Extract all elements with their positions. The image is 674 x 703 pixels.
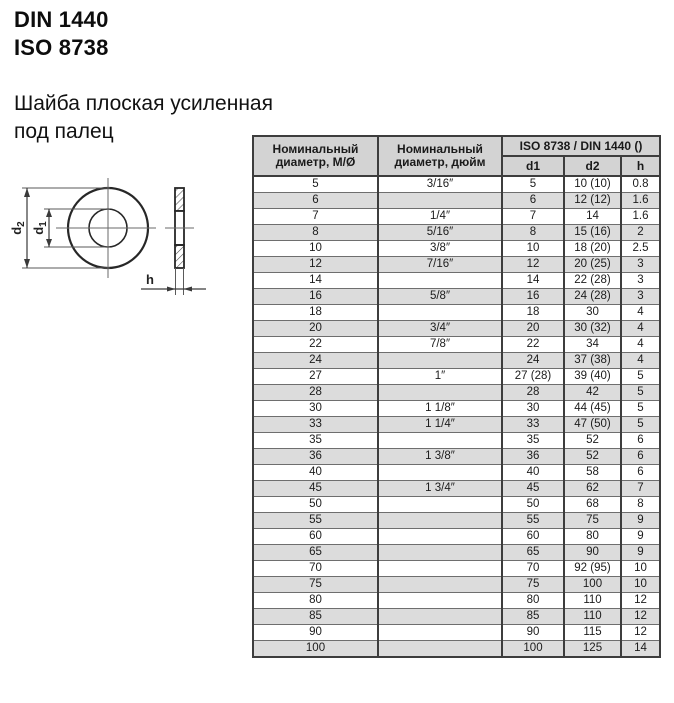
cell-nominal-inch	[378, 353, 502, 369]
table-row	[253, 289, 660, 305]
table-row	[253, 609, 660, 625]
cell-nominal-metric: 55	[253, 513, 378, 529]
table-row	[253, 401, 660, 417]
cell-h: 8	[621, 497, 660, 513]
table-row	[253, 577, 660, 593]
cell-d1: 18	[502, 305, 564, 321]
cell-h: 9	[621, 545, 660, 561]
table-row	[253, 321, 660, 337]
cell-h: 4	[621, 353, 660, 369]
table-row	[253, 257, 660, 273]
cell-nominal-metric: 33	[253, 417, 378, 433]
cell-h: 4	[621, 321, 660, 337]
dim-label-d1: $d_1$	[31, 221, 49, 235]
cell-h: 12	[621, 609, 660, 625]
cell-nominal-inch	[378, 625, 502, 641]
table-row	[253, 193, 660, 209]
cell-d2: 92 (95)	[564, 561, 621, 577]
cell-h: 3	[621, 289, 660, 305]
cell-nominal-metric: 10	[253, 241, 378, 257]
cell-nominal-metric: 50	[253, 497, 378, 513]
cell-h: 4	[621, 305, 660, 321]
table-row	[253, 273, 660, 289]
cell-nominal-inch	[378, 593, 502, 609]
table-row	[253, 369, 660, 385]
cell-d1: 85	[502, 609, 564, 625]
cell-h: 6	[621, 465, 660, 481]
cell-d1: 45	[502, 481, 564, 497]
cell-d1: 55	[502, 513, 564, 529]
table-row	[253, 433, 660, 449]
cell-d1: 70	[502, 561, 564, 577]
cell-nominal-inch	[378, 273, 502, 289]
cell-d1: 100	[502, 641, 564, 658]
cell-h: 6	[621, 433, 660, 449]
cell-nominal-inch: 3/4″	[378, 321, 502, 337]
table-row	[253, 593, 660, 609]
cell-h: 4	[621, 337, 660, 353]
cell-d2: 47 (50)	[564, 417, 621, 433]
cell-d2: 44 (45)	[564, 401, 621, 417]
cell-nominal-metric: 100	[253, 641, 378, 658]
col-header-d2: d2	[564, 156, 621, 176]
cell-nominal-inch: 1 1/4″	[378, 417, 502, 433]
table-row	[253, 513, 660, 529]
cell-d1: 33	[502, 417, 564, 433]
cell-nominal-inch	[378, 465, 502, 481]
cell-nominal-inch: 1″	[378, 369, 502, 385]
cell-d2: 75	[564, 513, 621, 529]
table-row	[253, 449, 660, 465]
cell-nominal-inch	[378, 545, 502, 561]
cell-nominal-metric: 22	[253, 337, 378, 353]
cell-h: 1.6	[621, 209, 660, 225]
cell-nominal-inch	[378, 577, 502, 593]
cell-d2: 22 (28)	[564, 273, 621, 289]
cell-nominal-inch	[378, 513, 502, 529]
cell-nominal-inch	[378, 641, 502, 658]
dimension-h	[141, 268, 206, 295]
cell-d2: 30 (32)	[564, 321, 621, 337]
cell-d1: 16	[502, 289, 564, 305]
cell-h: 7	[621, 481, 660, 497]
cell-nominal-inch: 3/8″	[378, 241, 502, 257]
standard-iso: ISO 8738	[14, 35, 109, 60]
cell-nominal-inch	[378, 529, 502, 545]
dim-label-d2: $d_2$	[9, 221, 27, 235]
cell-h: 9	[621, 513, 660, 529]
standards-title-block	[14, 6, 109, 62]
cell-nominal-inch: 1/4″	[378, 209, 502, 225]
cell-d2: 110	[564, 609, 621, 625]
cell-d2: 110	[564, 593, 621, 609]
cell-nominal-metric: 75	[253, 577, 378, 593]
cell-nominal-inch: 7/16″	[378, 257, 502, 273]
cell-d2: 58	[564, 465, 621, 481]
cell-nominal-inch	[378, 305, 502, 321]
table-row	[253, 337, 660, 353]
cell-nominal-inch: 7/8″	[378, 337, 502, 353]
col-header-nominal-inch: Номинальный диаметр, дюйм	[378, 136, 502, 176]
cell-nominal-metric: 40	[253, 465, 378, 481]
col-header-h: h	[621, 156, 660, 176]
table-row	[253, 225, 660, 241]
table-row	[253, 209, 660, 225]
table-row	[253, 385, 660, 401]
cell-d1: 28	[502, 385, 564, 401]
table-row	[253, 305, 660, 321]
cell-h: 1.6	[621, 193, 660, 209]
washer-front-view	[56, 178, 156, 278]
cell-d1: 22	[502, 337, 564, 353]
cell-nominal-inch	[378, 193, 502, 209]
cell-nominal-inch	[378, 385, 502, 401]
cell-nominal-metric: 8	[253, 225, 378, 241]
product-name-line2: под палец	[14, 120, 114, 143]
cell-d2: 20 (25)	[564, 257, 621, 273]
dimensions-table-body	[253, 176, 660, 657]
cell-h: 12	[621, 593, 660, 609]
table-row	[253, 353, 660, 369]
cell-d2: 37 (38)	[564, 353, 621, 369]
cell-nominal-metric: 30	[253, 401, 378, 417]
dimensions-table-head	[253, 136, 660, 176]
cell-d1: 5	[502, 176, 564, 193]
cell-nominal-inch: 1 3/4″	[378, 481, 502, 497]
col-header-nominal-metric: Номинальный диаметр, М/Ø	[253, 136, 378, 176]
cell-d2: 10 (10)	[564, 176, 621, 193]
cell-h: 2.5	[621, 241, 660, 257]
cell-d2: 125	[564, 641, 621, 658]
table-row	[253, 176, 660, 193]
cell-d1: 14	[502, 273, 564, 289]
cell-nominal-inch: 5/8″	[378, 289, 502, 305]
cell-nominal-metric: 5	[253, 176, 378, 193]
cell-d2: 34	[564, 337, 621, 353]
cell-d2: 52	[564, 433, 621, 449]
cell-d1: 24	[502, 353, 564, 369]
cell-nominal-metric: 36	[253, 449, 378, 465]
cell-d1: 75	[502, 577, 564, 593]
table-row	[253, 481, 660, 497]
dim-label-h: h	[146, 272, 154, 287]
cell-nominal-metric: 16	[253, 289, 378, 305]
cell-nominal-metric: 6	[253, 193, 378, 209]
cell-nominal-metric: 65	[253, 545, 378, 561]
table-row	[253, 465, 660, 481]
cell-d1: 30	[502, 401, 564, 417]
cell-d1: 36	[502, 449, 564, 465]
cell-d2: 90	[564, 545, 621, 561]
table-row	[253, 417, 660, 433]
table-row	[253, 561, 660, 577]
cell-nominal-metric: 85	[253, 609, 378, 625]
cell-d2: 39 (40)	[564, 369, 621, 385]
cell-h: 14	[621, 641, 660, 658]
cell-nominal-metric: 70	[253, 561, 378, 577]
cell-d1: 90	[502, 625, 564, 641]
cell-d1: 27 (28)	[502, 369, 564, 385]
cell-d1: 60	[502, 529, 564, 545]
cell-h: 5	[621, 417, 660, 433]
table-row	[253, 641, 660, 658]
product-name	[14, 90, 273, 146]
cell-h: 6	[621, 449, 660, 465]
cell-nominal-metric: 45	[253, 481, 378, 497]
cell-d2: 30	[564, 305, 621, 321]
cell-nominal-inch	[378, 609, 502, 625]
col-header-d1: d1	[502, 156, 564, 176]
cell-nominal-inch	[378, 561, 502, 577]
cell-nominal-inch: 5/16″	[378, 225, 502, 241]
cell-d2: 24 (28)	[564, 289, 621, 305]
washer-technical-drawing	[0, 168, 250, 358]
cell-nominal-inch: 1 1/8″	[378, 401, 502, 417]
cell-nominal-inch	[378, 433, 502, 449]
cell-d1: 35	[502, 433, 564, 449]
cell-nominal-metric: 18	[253, 305, 378, 321]
cell-d2: 115	[564, 625, 621, 641]
col-header-iso-din-group: ISO 8738 / DIN 1440 ()	[502, 136, 660, 156]
cell-d1: 10	[502, 241, 564, 257]
cell-d1: 50	[502, 497, 564, 513]
cell-nominal-metric: 35	[253, 433, 378, 449]
cell-h: 10	[621, 561, 660, 577]
table-row	[253, 497, 660, 513]
table-row	[253, 625, 660, 641]
cell-nominal-metric: 12	[253, 257, 378, 273]
washer-side-view	[165, 188, 194, 268]
cell-d1: 80	[502, 593, 564, 609]
cell-nominal-metric: 7	[253, 209, 378, 225]
cell-h: 5	[621, 401, 660, 417]
cell-d1: 6	[502, 193, 564, 209]
cell-h: 5	[621, 369, 660, 385]
cell-h: 10	[621, 577, 660, 593]
table-row	[253, 529, 660, 545]
dimensions-table	[252, 135, 661, 658]
cell-h: 2	[621, 225, 660, 241]
cell-d2: 18 (20)	[564, 241, 621, 257]
standard-din: DIN 1440	[14, 7, 109, 32]
cell-d2: 80	[564, 529, 621, 545]
cell-d1: 8	[502, 225, 564, 241]
cell-h: 3	[621, 273, 660, 289]
table-row	[253, 545, 660, 561]
cell-nominal-metric: 60	[253, 529, 378, 545]
cell-nominal-metric: 14	[253, 273, 378, 289]
product-name-line1: Шайба плоская усиленная	[14, 92, 273, 115]
cell-d2: 14	[564, 209, 621, 225]
cell-nominal-metric: 90	[253, 625, 378, 641]
cell-h: 0.8	[621, 176, 660, 193]
cell-h: 9	[621, 529, 660, 545]
cell-d2: 15 (16)	[564, 225, 621, 241]
cell-d2: 12 (12)	[564, 193, 621, 209]
cell-d2: 52	[564, 449, 621, 465]
cell-nominal-metric: 20	[253, 321, 378, 337]
cell-h: 5	[621, 385, 660, 401]
cell-d2: 100	[564, 577, 621, 593]
cell-nominal-metric: 80	[253, 593, 378, 609]
cell-nominal-metric: 27	[253, 369, 378, 385]
cell-nominal-inch	[378, 497, 502, 513]
cell-nominal-inch: 1 3/8″	[378, 449, 502, 465]
cell-d1: 40	[502, 465, 564, 481]
cell-h: 12	[621, 625, 660, 641]
cell-nominal-metric: 24	[253, 353, 378, 369]
cell-h: 3	[621, 257, 660, 273]
cell-d1: 7	[502, 209, 564, 225]
cell-d1: 65	[502, 545, 564, 561]
table-row	[253, 241, 660, 257]
cell-d2: 68	[564, 497, 621, 513]
cell-d2: 42	[564, 385, 621, 401]
cell-d2: 62	[564, 481, 621, 497]
cell-d1: 12	[502, 257, 564, 273]
cell-d1: 20	[502, 321, 564, 337]
cell-nominal-inch: 3/16″	[378, 176, 502, 193]
cell-nominal-metric: 28	[253, 385, 378, 401]
